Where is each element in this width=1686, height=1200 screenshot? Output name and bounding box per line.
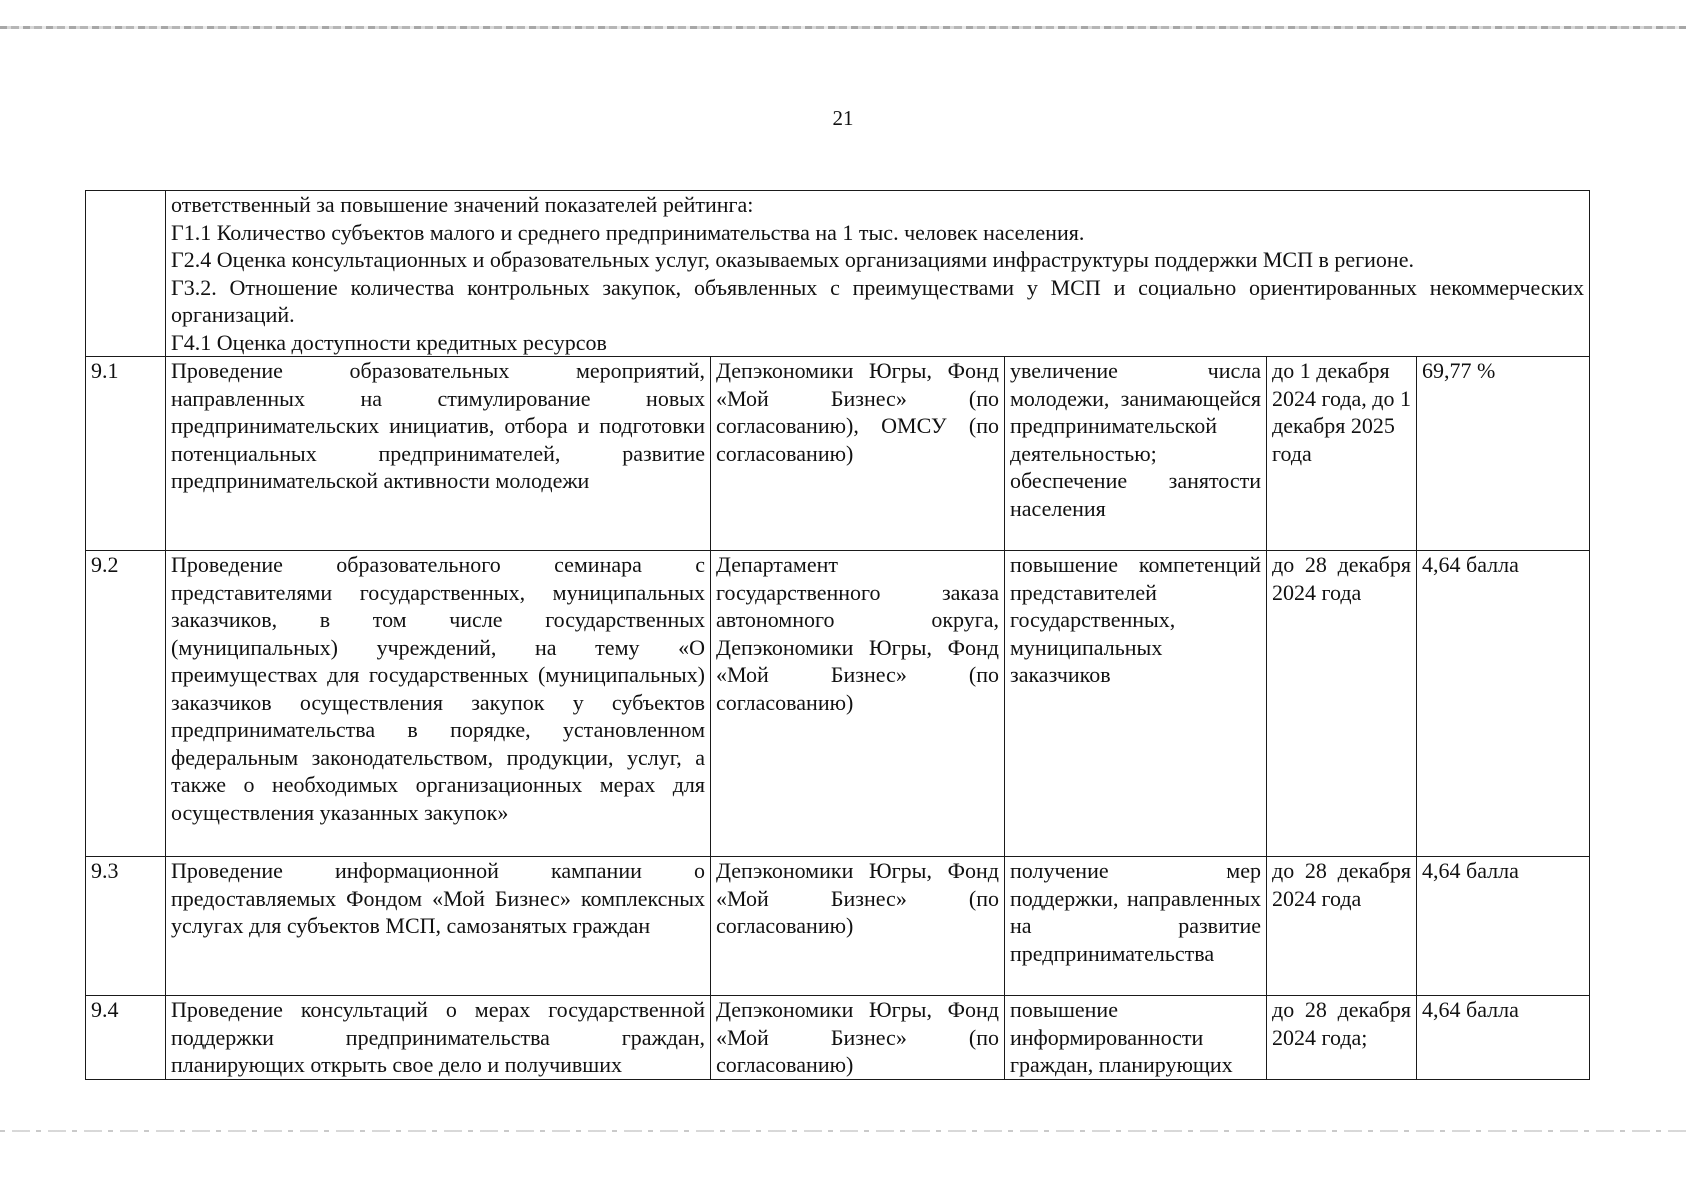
responsible-party: Депэкономики Югры, Фонд «Мой Бизнес» (по согласованию), ОМСУ (по согласованию) xyxy=(711,357,1005,551)
table-row-header-block xyxy=(86,191,1590,357)
scan-artifact-bottom xyxy=(0,1130,1686,1132)
indicator-value: 69,77 % xyxy=(1417,357,1590,551)
event-description: Проведение образовательного семинара с представителями государственных, муниципальных заказчиков, в том числе государственных (муниципальных) учреждений, на тему «О преимуществах для государственных (муниципальных) заказчиков осуществления закупок у субъектов предпринимательства в порядке, установленном федеральным законодательством, продукции, услуг, а также о необходимых организационных мерах для осуществления указанных закупок» xyxy=(166,551,711,857)
header-line-intro: ответственный за повышение значений показателей рейтинга: xyxy=(171,192,754,217)
indicator-value: 4,64 балла xyxy=(1417,996,1590,1080)
deadline: до 1 декабря 2024 года, до 1 декабря 2025 года xyxy=(1267,357,1417,551)
event-description: Проведение информационной кампании о предоставляемых Фондом «Мой Бизнес» комплексных услугах для субъектов МСП, самозанятых граждан xyxy=(166,857,711,996)
expected-result: получение мер поддержки, направленных на развитие предпринимательства xyxy=(1005,857,1267,996)
expected-result: увеличение числа молодежи, занимающейся предпринимательской деятельностью; обеспечение занятости населения xyxy=(1005,357,1267,551)
scan-artifact-top xyxy=(0,26,1686,29)
plan-table xyxy=(85,190,1590,1080)
table-row xyxy=(86,357,1590,551)
row-number: 9.1 xyxy=(86,357,166,551)
table-row xyxy=(86,857,1590,996)
responsible-party: Депэкономики Югры, Фонд «Мой Бизнес» (по согласованию) xyxy=(711,996,1005,1080)
row-number-cell-empty xyxy=(86,191,166,357)
expected-result: повышение информированности граждан, планирующих xyxy=(1005,996,1267,1080)
header-line-g2-4: Г2.4 Оценка консультационных и образовательных услуг, оказываемых организациями инфраструктуры поддержки МСП в регионе. xyxy=(171,247,1414,272)
event-description: Проведение образовательных мероприятий, направленных на стимулирование новых предпринимательских инициатив, отбора и подготовки потенциальных предпринимателей, развитие предпринимательской активности молодежи xyxy=(166,357,711,551)
indicator-value: 4,64 балла xyxy=(1417,857,1590,996)
responsible-party: Департамент государственного заказа автономного округа, Депэкономики Югры, Фонд «Мой Бизнес» (по согласованию) xyxy=(711,551,1005,857)
table-row xyxy=(86,551,1590,857)
table-row xyxy=(86,996,1590,1080)
header-line-g3-2: Г3.2. Отношение количества контрольных закупок, объявленных с преимуществами у МСП и социально ориентированных некоммерческих организаций. xyxy=(171,274,1585,327)
responsible-party: Депэкономики Югры, Фонд «Мой Бизнес» (по согласованию) xyxy=(711,857,1005,996)
row-number: 9.2 xyxy=(86,551,166,857)
row-number: 9.3 xyxy=(86,857,166,996)
event-description: Проведение консультаций о мерах государственной поддержки предпринимательства граждан, планирующих открыть свое дело и получивших xyxy=(166,996,711,1080)
indicator-value: 4,64 балла xyxy=(1417,551,1590,857)
page-number: 21 xyxy=(832,106,854,130)
header-line-g4-1: Г4.1 Оценка доступности кредитных ресурсов xyxy=(171,329,607,355)
deadline: до 28 декабря 2024 года xyxy=(1267,551,1417,857)
rating-indicators-block xyxy=(166,191,1590,357)
row-number: 9.4 xyxy=(86,996,166,1080)
deadline: до 28 декабря 2024 года; xyxy=(1267,996,1417,1080)
header-line-g1-1: Г1.1 Количество субъектов малого и среднего предпринимательства на 1 тыс. человек населения. xyxy=(171,219,1085,245)
deadline: до 28 декабря 2024 года xyxy=(1267,857,1417,996)
expected-result: повышение компетенций представителей государственных, муниципальных заказчиков xyxy=(1005,551,1267,857)
